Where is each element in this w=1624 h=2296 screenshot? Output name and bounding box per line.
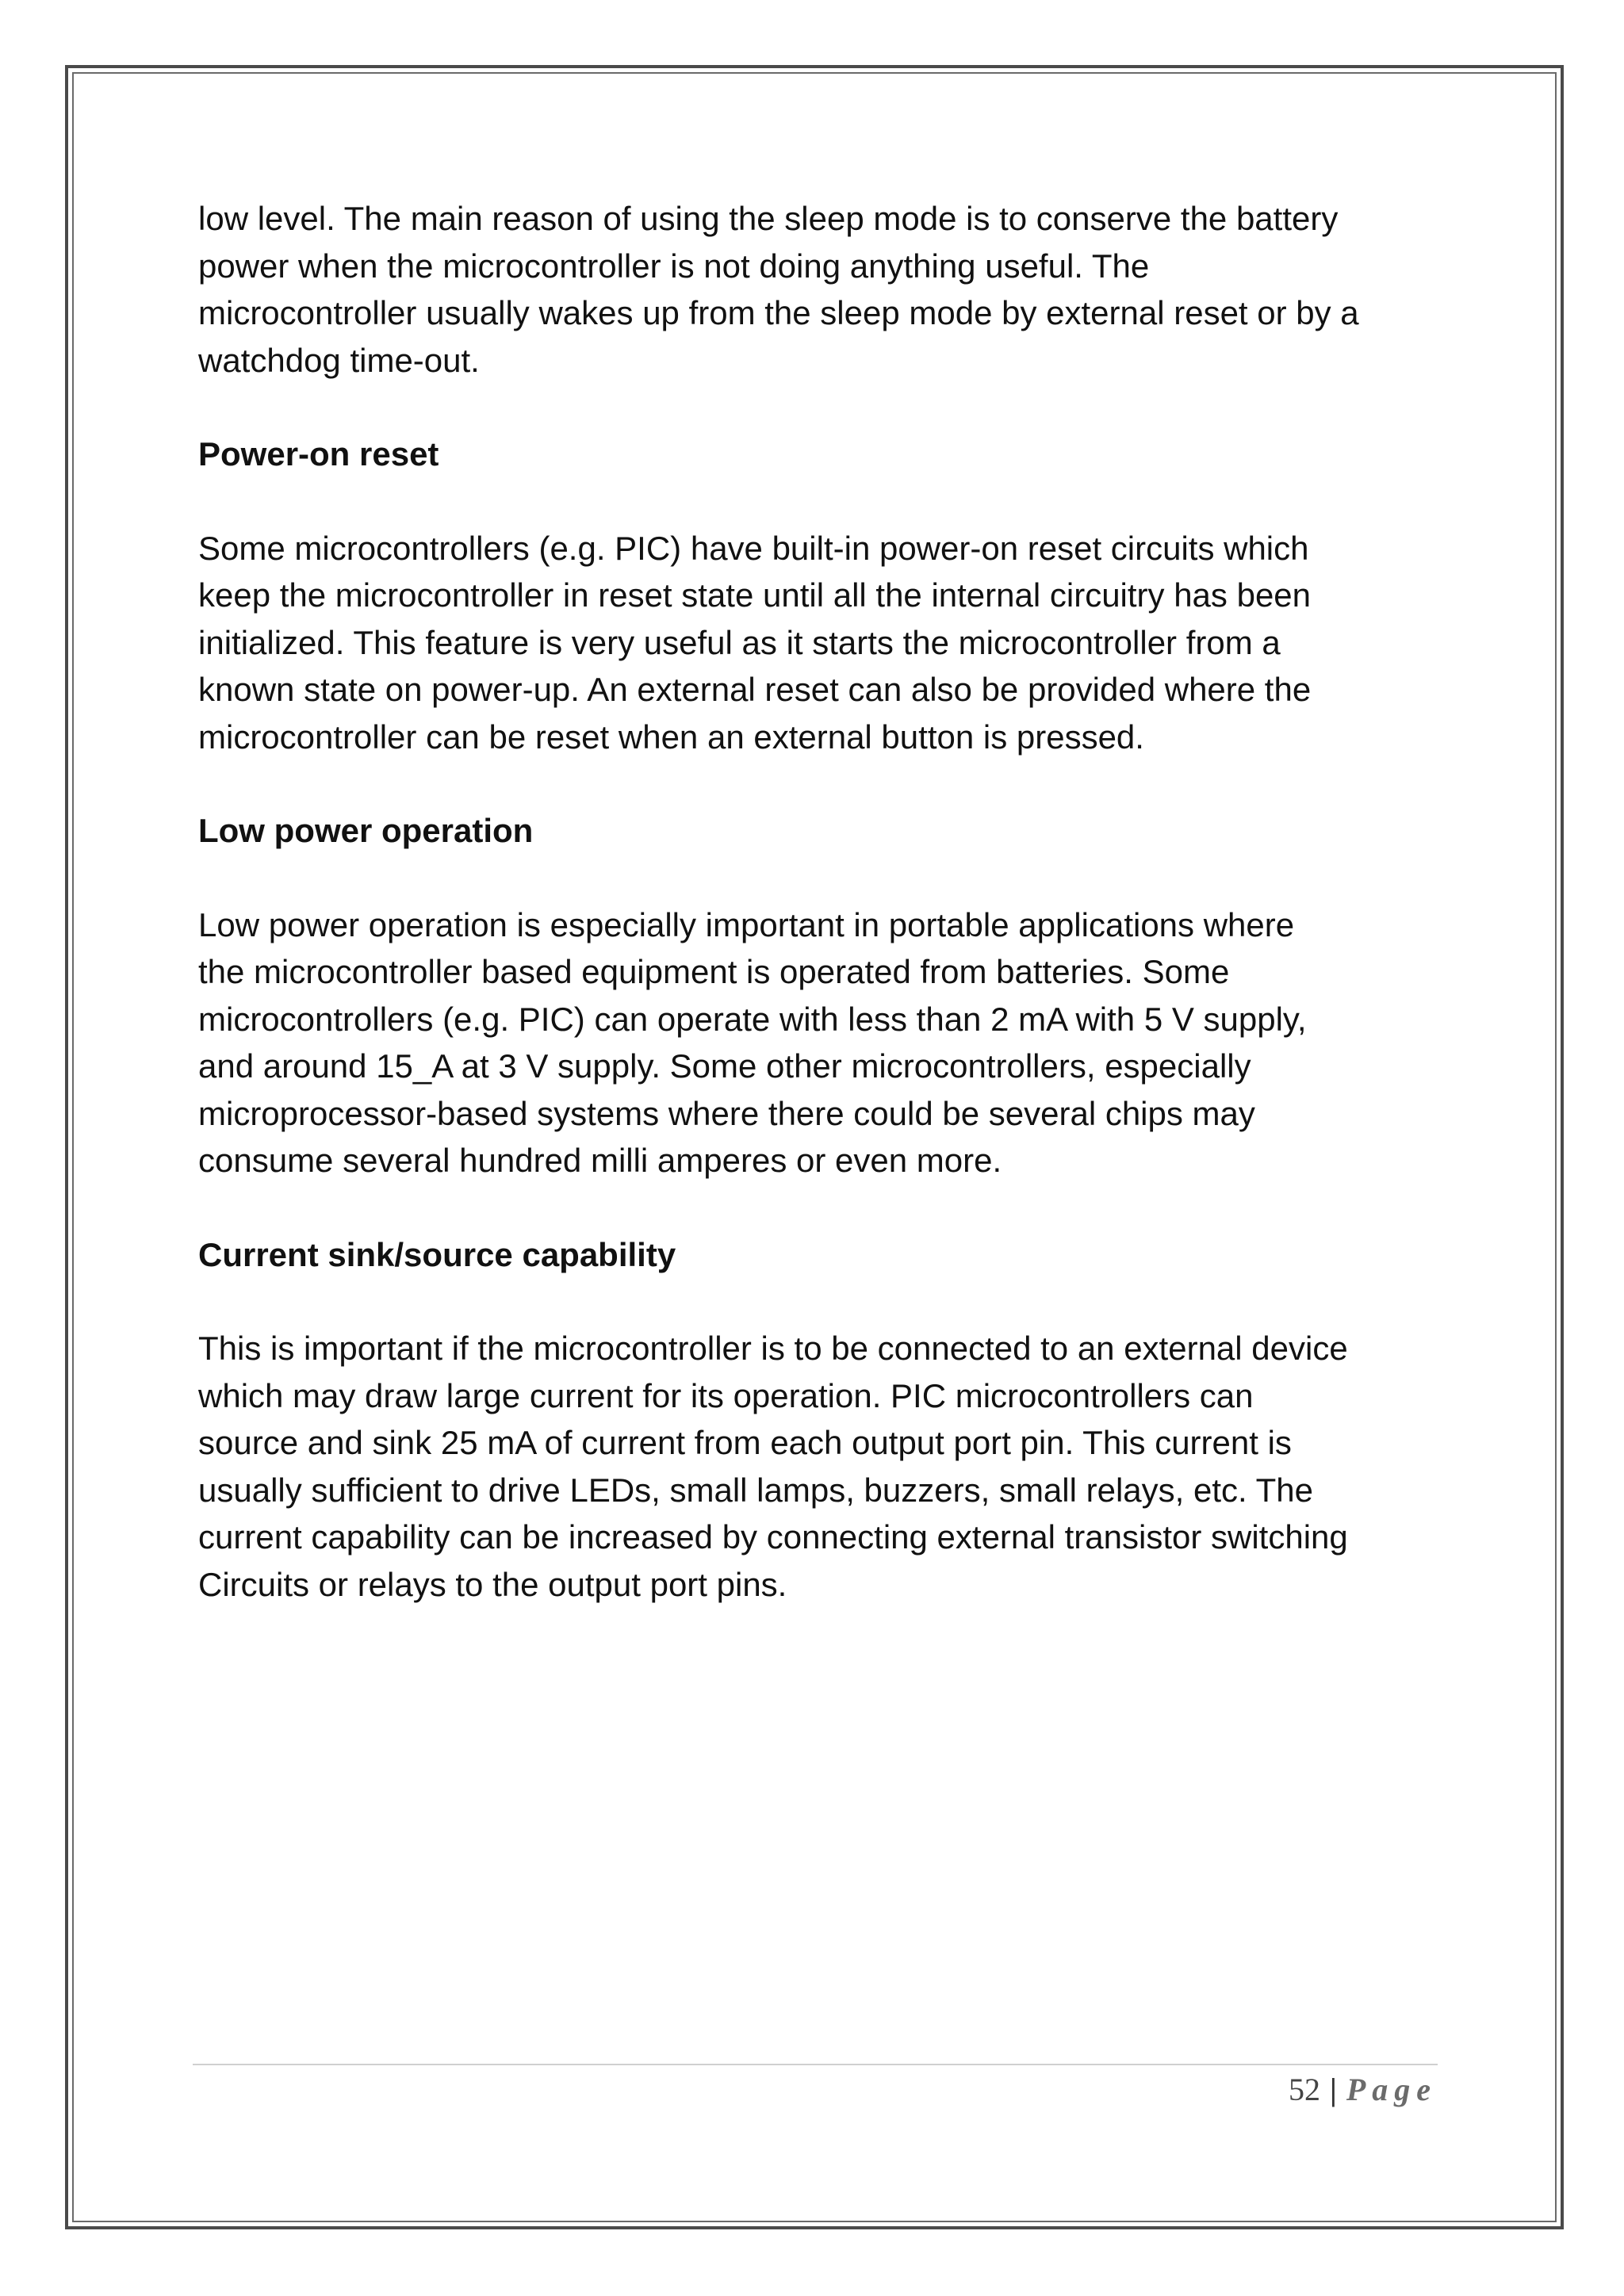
text-line: which may draw large current for its operation. PIC microcontrollers can [198,1376,1254,1414]
text-line: microprocessor-based systems where there could be several chips may [198,1094,1255,1132]
page-number: 52 [1289,2072,1320,2107]
paragraph-power-on-reset [198,525,1451,761]
text-line: initialized. This feature is very useful as it starts the microcontroller from a [198,623,1281,661]
footer-divider [193,2064,1438,2065]
text-line: low level. The main reason of using the sleep mode is to conserve the battery [198,200,1339,237]
text-line: This is important if the microcontroller is to be connected to an external device [198,1330,1348,1367]
text-line: usually sufficient to drive LEDs, small lamps, buzzers, small relays, etc. The [198,1471,1313,1509]
text-line: and around 15_A at 3 V supply. Some other microcontrollers, especially [198,1047,1251,1085]
document-body [198,195,1451,1655]
text-line: microcontrollers (e.g. PIC) can operate with less than 2 mA with 5 V supply, [198,1000,1307,1038]
page-footer [1289,2071,1437,2108]
text-line: keep the microcontroller in reset state until all the internal circuitry has been [198,576,1312,614]
text-line: Some microcontrollers (e.g. PIC) have built-in power-on reset circuits which [198,529,1309,567]
text-line: current capability can be increased by connecting external transistor switching [198,1518,1348,1556]
text-line: Low power operation is especially important in portable applications where [198,905,1295,943]
page-label: Page [1346,2072,1437,2107]
text-line: known state on power-up. An external reset can also be provided where the [198,671,1312,708]
text-line: watchdog time-out. [198,341,480,379]
text-line: consume several hundred milli amperes or even more. [198,1142,1002,1179]
text-line: the microcontroller based equipment is operated from batteries. Some [198,953,1230,990]
heading-power-on-reset: Power-on reset [198,435,439,473]
heading-low-power-operation: Low power operation [198,812,534,849]
text-line: microcontroller can be reset when an external button is pressed. [198,718,1144,756]
paragraph-sleep-mode [198,195,1451,384]
text-line: source and sink 25 mA of current from each output port pin. This current is [198,1424,1292,1461]
heading-current-sink-source: Current sink/source capability [198,1235,676,1273]
paragraph-current-sink-source [198,1325,1451,1608]
text-line: microcontroller usually wakes up from the sleep mode by external reset or by a [198,294,1359,331]
text-line: power when the microcontroller is not doing anything useful. The [198,247,1150,285]
paragraph-low-power-operation [198,901,1451,1184]
footer-separator: | [1330,2072,1337,2107]
text-line: Circuits or relays to the output port pins. [198,1565,787,1603]
